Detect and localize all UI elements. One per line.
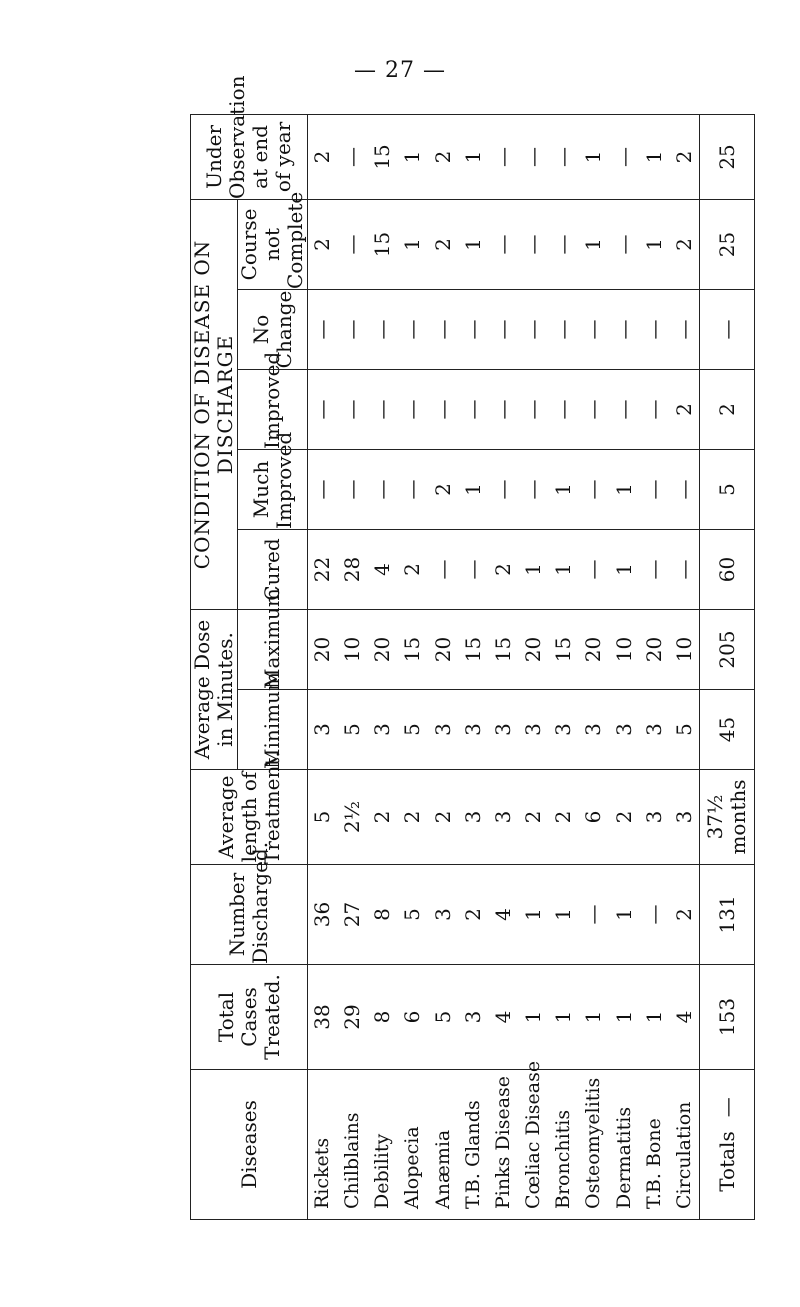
total-cases-value: 38	[310, 1004, 334, 1030]
dose-maximum-value: 15	[400, 636, 425, 663]
no-change-total: —	[700, 289, 755, 369]
treatment-table-rotated	[190, 75, 755, 1220]
dose-maximum-value: 10	[671, 636, 696, 663]
disease-name: Anæmia	[431, 1129, 454, 1209]
cured-list	[308, 530, 699, 609]
discharged-value: 5	[400, 908, 425, 921]
total-cases-value: 1	[551, 1010, 576, 1024]
cured-value: —	[671, 559, 696, 580]
much-improved-value: —	[671, 479, 696, 500]
totals-dash: —	[714, 1097, 739, 1118]
no-change-value: —	[430, 319, 455, 340]
totals-label: Totals	[714, 1131, 739, 1192]
cured-value: 1	[611, 563, 636, 576]
much-improved-value: —	[581, 479, 606, 500]
total-cases-value: 3	[460, 1010, 485, 1024]
under-observation-header: Under Observation at end of year	[191, 114, 308, 199]
discharged-cell	[308, 865, 700, 965]
course-not-complete-value: 1	[581, 238, 606, 251]
no-change-value: —	[340, 319, 365, 340]
dose-maximum-value: 20	[310, 636, 334, 663]
disease-name: Pinks Disease	[491, 1075, 514, 1209]
discharged-value: —	[581, 904, 606, 925]
cured-value: 2	[400, 563, 425, 576]
page-number: — 27 —	[354, 58, 446, 83]
no-change-value: —	[611, 319, 636, 340]
improved-value: —	[460, 399, 485, 420]
cured-value: 22	[310, 556, 334, 583]
improved-value: —	[310, 399, 334, 420]
total-cases-value: 6	[400, 1010, 425, 1024]
no-change-value: —	[490, 319, 515, 340]
discharged-value: 4	[490, 908, 515, 921]
avg-dose-header: Average Dose in Minutes.	[191, 609, 238, 769]
disease-name: Bronchitis	[552, 1109, 575, 1209]
dose-minimum-header: Minimum	[238, 690, 308, 770]
dose-maximum-value: 10	[611, 636, 636, 663]
cured-value: 4	[370, 563, 395, 576]
discharged-value: —	[641, 904, 666, 925]
total-cases-total: 153	[700, 965, 755, 1070]
disease-name: Osteomyelitis	[582, 1077, 605, 1209]
discharged-header: Number Discharged.	[191, 865, 308, 965]
total-cases-value: 1	[641, 1010, 666, 1024]
discharged-value: 3	[430, 908, 455, 921]
discharged-value: 1	[521, 908, 546, 921]
avg-length-list	[308, 770, 699, 864]
dose-minimum-total: 45	[700, 690, 755, 770]
dose-minimum-value: 3	[430, 723, 455, 736]
dose-maximum-value: 20	[370, 636, 395, 663]
total-cases-value: 29	[340, 1004, 365, 1030]
dose-maximum-value: 10	[340, 636, 365, 663]
disease-name: Cœliac Disease	[522, 1060, 545, 1209]
discharged-value: 1	[551, 908, 576, 921]
improved-value: 2	[671, 403, 696, 416]
under-observation-value: 1	[400, 150, 425, 164]
total-cases-value: 5	[430, 1010, 455, 1024]
dose-maximum-total: 205	[700, 609, 755, 689]
dose-minimum-value: 3	[370, 723, 395, 736]
avg-length-value: 2	[400, 810, 425, 824]
discharged-value: 8	[370, 908, 395, 921]
improved-header: Improved	[238, 369, 308, 449]
improved-value: —	[581, 399, 606, 420]
under-observation-value: 2	[430, 150, 455, 164]
avg-length-value: 2	[370, 810, 395, 824]
much-improved-total: 5	[700, 449, 755, 529]
much-improved-value: —	[521, 479, 546, 500]
under-observation-value: 1	[581, 150, 606, 164]
avg-length-value: 3	[460, 810, 485, 824]
avg-length-total: 37½ months	[700, 770, 755, 865]
no-change-list	[308, 290, 699, 369]
no-change-cell	[308, 289, 700, 369]
diseases-header: Diseases	[191, 1070, 308, 1220]
course-not-complete-cell	[308, 199, 700, 289]
much-improved-value: 1	[611, 483, 636, 496]
improved-value: —	[400, 399, 425, 420]
much-improved-value: —	[490, 479, 515, 500]
totals-label-cell	[700, 1070, 755, 1220]
avg-length-header: Average length of Treatment.	[191, 770, 308, 865]
under-observation-cell	[308, 114, 700, 199]
dose-maximum-header: Maximum	[238, 609, 308, 689]
dose-maximum-value: 15	[460, 636, 485, 663]
improved-value: —	[490, 399, 515, 420]
under-observation-value: 2	[671, 150, 696, 164]
much-improved-value: —	[641, 479, 666, 500]
dose-maximum-value: 15	[551, 636, 576, 663]
avg-length-value: 6	[581, 810, 606, 824]
much-improved-cell	[308, 449, 700, 529]
dose-maximum-value: 20	[581, 636, 606, 663]
dose-maximum-value: 20	[641, 636, 666, 663]
much-improved-value: 1	[551, 483, 576, 496]
dose-minimum-value: 5	[400, 723, 425, 736]
course-not-complete-header: Course not Complete	[237, 191, 307, 289]
under-observation-value: —	[490, 146, 515, 167]
cured-header: Cured	[238, 529, 308, 609]
discharged-value: 2	[460, 908, 485, 921]
dose-minimum-value: 5	[340, 723, 365, 736]
improved-total: 2	[700, 369, 755, 449]
course-not-complete-list	[308, 200, 699, 289]
disease-name: Chilblains	[341, 1112, 364, 1209]
much-improved-header: Much Improved	[238, 449, 308, 529]
course-not-complete-value: 1	[641, 238, 666, 251]
much-improved-value: —	[310, 479, 334, 500]
improved-cell	[308, 369, 700, 449]
total-cases-cell	[308, 965, 700, 1070]
dose-minimum-cell	[308, 690, 700, 770]
no-change-value: —	[370, 319, 395, 340]
dose-minimum-list	[308, 690, 699, 769]
course-not-complete-value: 2	[671, 238, 696, 251]
avg-length-value: 3	[641, 810, 666, 824]
discharged-value: 36	[310, 901, 334, 928]
no-change-value: —	[310, 319, 334, 340]
disease-list	[308, 1060, 699, 1219]
under-observation-list	[308, 115, 699, 199]
no-change-header: No Change	[238, 289, 308, 369]
total-cases-value: 1	[611, 1010, 636, 1024]
disease-name: Debility	[371, 1133, 394, 1209]
much-improved-value: —	[370, 479, 395, 500]
total-cases-header: Total Cases Treated.	[191, 965, 308, 1070]
improved-value: —	[521, 399, 546, 420]
avg-length-value: 3	[671, 810, 696, 824]
disease-names-cell	[308, 1060, 700, 1220]
dose-minimum-value: 3	[641, 723, 666, 736]
cured-value: —	[460, 559, 485, 580]
dose-minimum-value: 3	[581, 723, 606, 736]
dose-minimum-value: 3	[490, 723, 515, 736]
total-cases-list	[308, 965, 699, 1069]
course-not-complete-value: 2	[430, 238, 455, 251]
course-not-complete-value: 1	[400, 238, 425, 251]
discharged-total: 131	[700, 865, 755, 965]
total-cases-value: 8	[370, 1010, 395, 1024]
no-change-value: —	[551, 319, 576, 340]
no-change-value: —	[521, 319, 546, 340]
improved-value: —	[340, 399, 365, 420]
much-improved-value: 2	[430, 483, 455, 496]
total-cases-value: 4	[671, 1010, 696, 1024]
avg-length-value: 5	[310, 810, 334, 824]
cured-value: 2	[490, 563, 515, 576]
discharged-value: 2	[671, 908, 696, 921]
much-improved-value: —	[400, 479, 425, 500]
condition-header: CONDITION OF DISEASE ON DISCHARGE	[191, 199, 238, 609]
avg-length-value: 2	[551, 810, 576, 824]
improved-value: —	[641, 399, 666, 420]
improved-value: —	[430, 399, 455, 420]
dose-minimum-value: 3	[551, 723, 576, 736]
total-cases-value: 1	[521, 1010, 546, 1024]
dose-minimum-value: 5	[671, 723, 696, 736]
total-cases-value: 1	[581, 1010, 606, 1024]
course-not-complete-value: —	[490, 234, 515, 255]
no-change-value: —	[400, 319, 425, 340]
dose-maximum-value: 20	[430, 636, 455, 663]
discharged-value: 1	[611, 908, 636, 921]
no-change-value: —	[671, 319, 696, 340]
under-observation-value: 1	[460, 150, 485, 164]
improved-value: —	[370, 399, 395, 420]
cured-value: —	[430, 559, 455, 580]
no-change-value: —	[581, 319, 606, 340]
disease-name: T.B. Glands	[461, 1100, 484, 1209]
dose-minimum-value: 3	[310, 723, 334, 736]
avg-length-cell	[308, 770, 700, 865]
avg-length-value: 2	[521, 810, 546, 824]
dose-maximum-list	[308, 610, 699, 689]
disease-name: Rickets	[311, 1137, 333, 1209]
avg-length-value: 2	[430, 810, 455, 824]
under-observation-value: —	[340, 146, 365, 167]
treatment-table	[190, 75, 755, 1220]
cured-cell	[308, 529, 700, 609]
cured-total: 60	[700, 529, 755, 609]
total-cases-value: 4	[490, 1010, 515, 1024]
under-observation-total: 25	[700, 114, 755, 199]
dose-maximum-value: 20	[521, 636, 546, 663]
dose-maximum-cell	[308, 609, 700, 689]
no-change-value: —	[641, 319, 666, 340]
course-not-complete-total: 25	[700, 199, 755, 289]
course-not-complete-value: —	[340, 234, 365, 255]
cured-value: —	[641, 559, 666, 580]
avg-length-value: 2½	[340, 800, 365, 834]
cured-value: 1	[521, 563, 546, 576]
under-observation-value: 1	[641, 150, 666, 164]
much-improved-value: —	[340, 479, 365, 500]
under-observation-value: —	[611, 146, 636, 167]
course-not-complete-value: 15	[370, 231, 395, 258]
no-change-value: —	[460, 319, 485, 340]
cured-value: —	[581, 559, 606, 580]
disease-name: Dermatitis	[612, 1106, 635, 1209]
course-not-complete-value: —	[551, 234, 576, 255]
avg-length-value: 2	[611, 810, 636, 824]
cured-value: 1	[551, 563, 576, 576]
improved-value: —	[611, 399, 636, 420]
discharged-value: 27	[340, 901, 365, 928]
disease-name: Alopecia	[401, 1126, 424, 1209]
under-observation-value: —	[521, 146, 546, 167]
disease-name: Circulation	[672, 1101, 695, 1209]
much-improved-value: 1	[460, 483, 485, 496]
discharged-list	[308, 865, 699, 964]
course-not-complete-value: —	[521, 234, 546, 255]
dose-minimum-value: 3	[521, 723, 546, 736]
dose-minimum-value: 3	[460, 723, 485, 736]
avg-length-value: 3	[490, 810, 515, 824]
cured-value: 28	[340, 556, 365, 583]
course-not-complete-value: 2	[310, 238, 334, 251]
much-improved-list	[308, 450, 699, 529]
course-not-complete-value: 1	[460, 238, 485, 251]
under-observation-value: 15	[370, 144, 395, 170]
improved-list	[308, 370, 699, 449]
course-not-complete-value: —	[611, 234, 636, 255]
dose-maximum-value: 15	[490, 636, 515, 663]
under-observation-value: 2	[310, 150, 334, 164]
dose-minimum-value: 3	[611, 723, 636, 736]
disease-name: T.B. Bone	[642, 1118, 665, 1209]
improved-value: —	[551, 399, 576, 420]
under-observation-value: —	[551, 146, 576, 167]
